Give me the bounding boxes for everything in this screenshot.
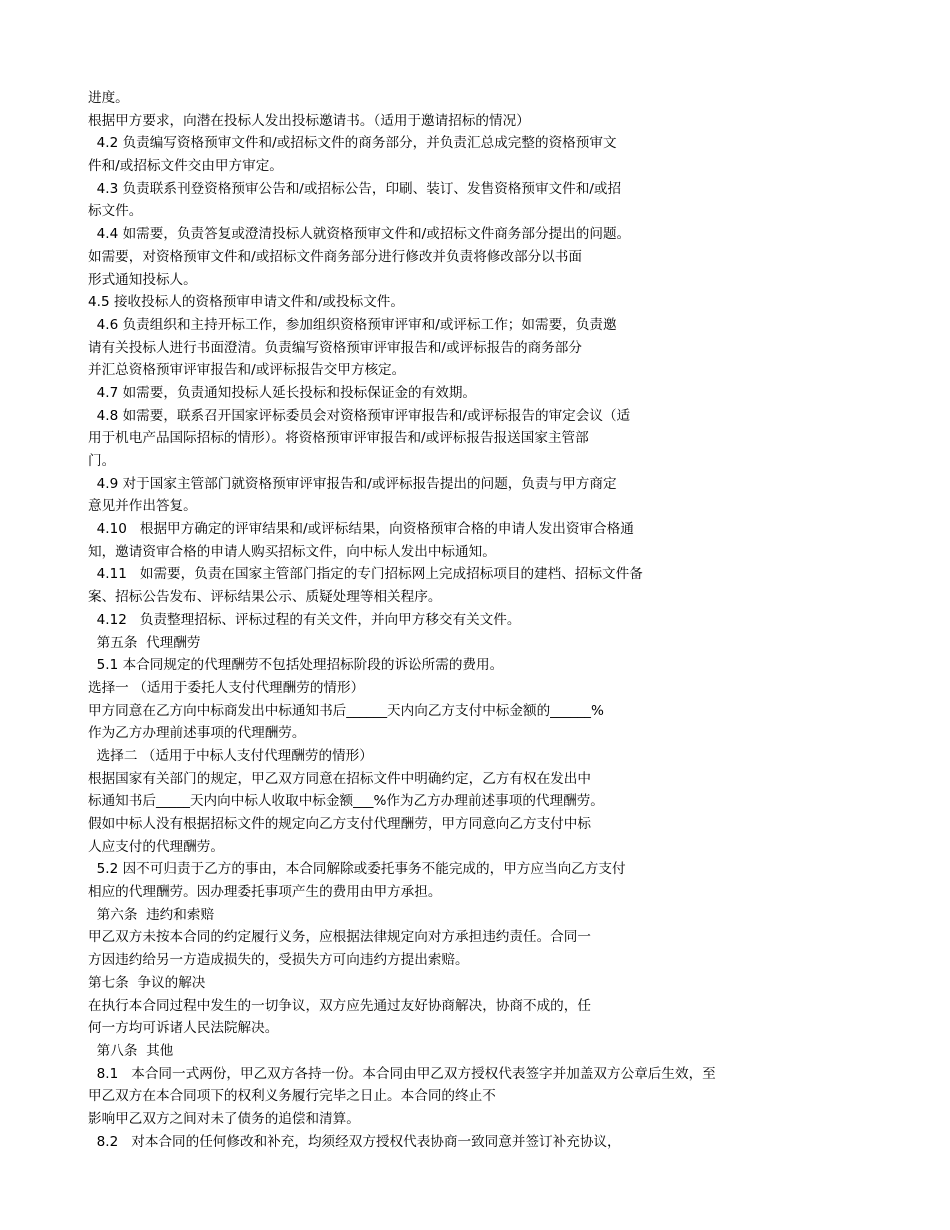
document-line: 4.4 如需要，负责答复或澄清投标人就资格预审文件和/或招标文件商务部分提出的问题。 [88,226,631,243]
document-line: 第六条 违约和索赔 [88,906,215,923]
document-line: 知，邀请资审合格的申请人购买招标文件，向中标人发出中标通知。 [88,543,496,560]
document-line: 根据国家有关部门的规定，甲乙双方同意在招标文件中明确约定，乙方有权在发出中 [88,770,591,787]
document-line: 案、招标公告发布、评标结果公示、质疑处理等相关程序。 [88,589,442,606]
document-line: 何一方均可诉诸人民法院解决。 [88,1020,279,1037]
document-line: 在执行本合同过程中发生的一切争议，双方应先通过友好协商解决，协商不成的，任 [88,997,591,1014]
document-line: 请有关投标人进行书面澄清。负责编写资格预审评审报告和/或评标报告的商务部分 [88,339,582,356]
document-line: 门。 [88,453,116,469]
document-line: 甲方同意在乙方向中标商发出中标通知书后______天内向乙方支付中标金额的______% [88,702,604,719]
document-line: 4.10 根据甲方确定的评审结果和/或评标结果，向资格预审合格的申请人发出资审合格通 [88,521,634,538]
document-line: 用于机电产品国际招标的情形）。将资格预审评审报告和/或评标报告报送国家主管部 [88,430,589,447]
document-line: 4.9 对于国家主管部门就资格预审评审报告和/或评标报告提出的问题，负责与甲方商定 [88,475,617,492]
document-line: 4.12 负责整理招标、评标过程的有关文件，并向甲方移交有关文件。 [88,611,521,628]
document-line: 作为乙方办理前述事项的代理酬劳。 [88,725,306,742]
document-line: 4.8 如需要，联系召开国家评标委员会对资格预审评审报告和/或评标报告的审定会议（适 [88,407,631,424]
document-line: 人应支付的代理酬劳。 [88,838,224,855]
document-line: 件和/或招标文件交由甲方审定。 [88,158,283,175]
document-line: 4.2 负责编写资格预审文件和/或招标文件的商务部分，并负责汇总成完整的资格预审文 [88,135,617,152]
document-line: 4.3 负责联系刊登资格预审公告和/或招标公告，印刷、装订、发售资格预审文件和/或招 [88,180,622,197]
document-line: 影响甲乙双方之间对未了债务的追偿和清算。 [88,1110,360,1127]
document-line: 8.1 本合同一式两份，甲乙双方各持一份。本合同由甲乙双方授权代表签字并加盖双方公章后生效，至 [88,1065,716,1082]
document-line: 8.2 对本合同的任何修改和补充，均须经双方授权代表协商一致同意并签订补充协议， [88,1133,621,1150]
document-body [88,87,910,1153]
document-line: 第五条 代理酬劳 [88,634,201,651]
document-line: 甲乙双方在本合同项下的权利义务履行完毕之日止。本合同的终止不 [88,1088,496,1105]
document-line: 甲乙双方未按本合同的约定履行义务，应根据法律规定向对方承担违约责任。合同一 [88,929,591,946]
document-line: 选择二 （适用于中标人支付代理酬劳的情形） [88,747,373,764]
document-line: 相应的代理酬劳。因办理委托事项产生的费用由甲方承担。 [88,884,442,901]
document-line: 第七条 争议的解决 [88,974,206,991]
document-line: 4.11 如需要，负责在国家主管部门指定的专门招标网上完成招标项目的建档、招标文件备 [88,566,643,583]
document-line: 标通知书后_____天内向中标人收取中标金额___%作为乙方办理前述事项的代理酬劳。 [88,793,604,810]
document-line: 选择一 （适用于委托人支付代理酬劳的情形） [88,679,365,696]
document-line: 形式通知投标人。 [88,271,197,288]
document-line: 根据甲方要求，向潜在投标人发出投标邀请书。（适用于邀请招标的情况） [88,112,530,129]
document-line: 如需要，对资格预审文件和/或招标文件商务部分进行修改并负责将修改部分以书面 [88,248,582,265]
document-line: 方因违约给另一方造成损失的，受损失方可向违约方提出索赔。 [88,952,469,969]
document-line: 并汇总资格预审评审报告和/或评标报告交甲方核定。 [88,362,406,379]
document-line: 第八条 其他 [88,1042,174,1059]
document-line: 5.1 本合同规定的代理酬劳不包括处理招标阶段的诉讼所需的费用。 [88,657,504,674]
document-line: 假如中标人没有根据招标文件的规定向乙方支付代理酬劳，甲方同意向乙方支付中标 [88,816,591,832]
document-line: 意见并作出答复。 [88,498,197,515]
document-line: 4.5 接收投标人的资格预审申请文件和/或投标文件。 [88,294,404,311]
document-line: 5.2 因不可归责于乙方的事由，本合同解除或委托事务不能完成的，甲方应当向乙方支付 [88,861,626,878]
document-line: 4.7 如需要，负责通知投标人延长投标和投标保证金的有效期。 [88,384,477,401]
document-line: 标文件。 [88,203,143,220]
document-line: 进度。 [88,90,129,106]
document-line: 4.6 负责组织和主持开标工作，参加组织资格预审评审和/或评标工作；如需要，负责邀 [88,316,617,333]
